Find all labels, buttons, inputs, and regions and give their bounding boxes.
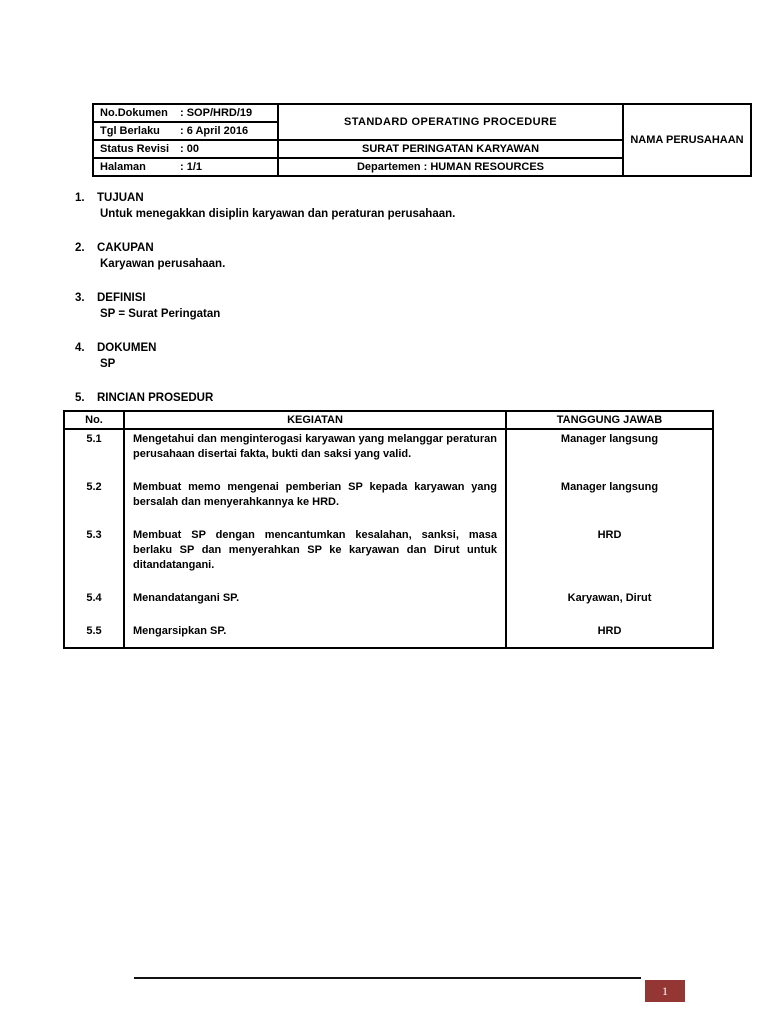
document-body	[63, 190, 712, 649]
section-heading: DEFINISI	[97, 292, 146, 304]
procedure-table-header-row	[64, 411, 713, 429]
doc-number-label: No.Dokumen	[100, 107, 168, 119]
section-tujuan	[75, 190, 712, 222]
effective-date-cell	[93, 122, 278, 140]
department-label: Departemen : HUMAN RESOURCES	[278, 158, 623, 176]
page-count-value: : 1/1	[180, 161, 203, 173]
company-name: NAMA PERUSAHAAN	[623, 104, 751, 176]
section-heading: RINCIAN PROSEDUR	[97, 392, 214, 404]
row-activity: Membuat memo mengenai pemberian SP kepada karyawan yang bersalah dan menyerahkannya ke HRD.	[124, 478, 506, 526]
row-responsible: HRD	[506, 622, 713, 648]
section-heading: CAKUPAN	[97, 242, 154, 254]
revision-status-cell	[93, 140, 278, 158]
section-number: 2.	[75, 242, 85, 254]
row-responsible: Karyawan, Dirut	[506, 589, 713, 622]
row-responsible: Manager langsung	[506, 478, 713, 526]
section-body: SP = Surat Peringatan	[100, 308, 221, 320]
row-number: 5.5	[64, 622, 124, 648]
row-activity: Mengetahui dan menginterogasi karyawan yang melanggar peraturan perusahaan disertai fakta, bukti dan saksi yang valid.	[124, 429, 506, 478]
row-number: 5.4	[64, 589, 124, 622]
section-cakupan	[75, 240, 712, 272]
page-count-label: Halaman	[100, 161, 146, 173]
column-header-no: No.	[64, 411, 124, 429]
doc-number-cell	[93, 104, 278, 122]
revision-status-value: : 00	[180, 143, 199, 155]
section-heading: TUJUAN	[97, 192, 144, 204]
section-body: Karyawan perusahaan.	[100, 258, 226, 270]
table-row	[64, 622, 713, 648]
sop-header-table	[92, 103, 752, 177]
section-number: 5.	[75, 392, 85, 404]
revision-status-label: Status Revisi	[100, 143, 170, 155]
procedure-table	[63, 410, 714, 649]
sop-subtitle: SURAT PERINGATAN KARYAWAN	[278, 140, 623, 158]
row-number: 5.2	[64, 478, 124, 526]
table-row	[64, 429, 713, 478]
footer-rule	[134, 977, 641, 979]
row-activity: Menandatangani SP.	[124, 589, 506, 622]
page-number: 1	[662, 983, 668, 998]
effective-date-label: Tgl Berlaku	[100, 125, 160, 137]
effective-date-value: : 6 April 2016	[180, 125, 249, 137]
row-number: 5.3	[64, 526, 124, 589]
column-header-tanggung-jawab: TANGGUNG JAWAB	[506, 411, 713, 429]
section-dokumen	[75, 340, 712, 372]
row-responsible: Manager langsung	[506, 429, 713, 478]
sop-title: STANDARD OPERATING PROCEDURE	[278, 104, 623, 140]
section-heading: DOKUMEN	[97, 342, 157, 354]
table-row	[64, 478, 713, 526]
row-activity: Mengarsipkan SP.	[124, 622, 506, 648]
page-number-badge	[645, 980, 685, 1002]
page-count-cell	[93, 158, 278, 176]
section-number: 3.	[75, 292, 85, 304]
section-rincian-prosedur	[75, 390, 712, 406]
section-number: 4.	[75, 342, 85, 354]
section-number: 1.	[75, 192, 85, 204]
table-row	[64, 589, 713, 622]
section-definisi	[75, 290, 712, 322]
section-body: Untuk menegakkan disiplin karyawan dan peraturan perusahaan.	[100, 208, 456, 220]
row-activity: Membuat SP dengan mencantumkan kesalahan, sanksi, masa berlaku SP dan menyerahkan SP ke karyawan dan Dirut untuk ditandatangani.	[124, 526, 506, 589]
row-number: 5.1	[64, 429, 124, 478]
table-row	[64, 526, 713, 589]
row-responsible: HRD	[506, 526, 713, 589]
section-body: SP	[100, 358, 116, 370]
column-header-kegiatan: KEGIATAN	[124, 411, 506, 429]
doc-number-value: : SOP/HRD/19	[180, 107, 253, 119]
